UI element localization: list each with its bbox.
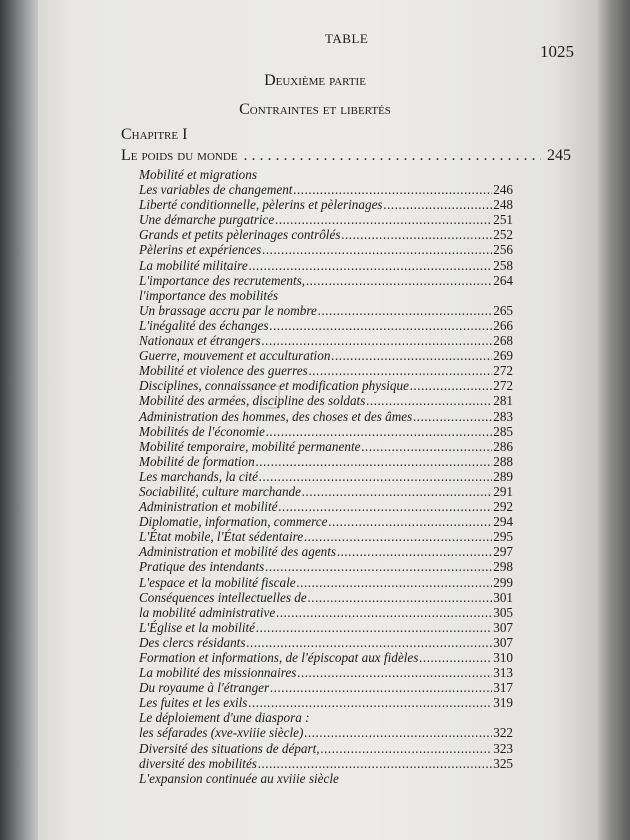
toc-entry-title: Guerre, mouvement et acculturation xyxy=(139,348,331,364)
toc-leader-dots xyxy=(262,333,493,348)
toc-entry-title: Pèlerins et expériences xyxy=(139,242,262,258)
toc-entry-title: la mobilité administrative xyxy=(139,604,276,620)
toc-entry-title: les séfarades (xve-xviiie siècle) xyxy=(139,725,304,741)
toc-entry-page: 299 xyxy=(493,574,513,590)
toc-entry-page: 291 xyxy=(493,483,513,499)
toc-entry-title: L'espace et la mobilité fiscale xyxy=(139,574,296,590)
toc-entry-title: L'inégalité des échanges xyxy=(139,317,269,333)
toc-entry-title: Pratique des intendants xyxy=(139,559,265,575)
toc-entry xyxy=(139,590,513,605)
toc-entry-page: 248 xyxy=(493,197,513,213)
toc-entries xyxy=(139,167,513,786)
toc-entry xyxy=(139,771,513,786)
toc-leader-dots xyxy=(329,514,493,529)
part-subtitle xyxy=(0,101,630,119)
toc-entry-title: Un brassage accru par le nombre xyxy=(139,302,317,318)
toc-leader-dots xyxy=(366,393,492,408)
toc-entry-page: 297 xyxy=(493,544,513,560)
toc-entry-page: 266 xyxy=(493,317,513,333)
toc-entry-page: 325 xyxy=(493,755,513,771)
toc-entry xyxy=(139,725,513,740)
toc-entry xyxy=(139,605,513,620)
toc-entry-title: Les variables de changement xyxy=(139,182,293,198)
toc-entry-title: Mobilité temporaire, mobilité permanente xyxy=(139,438,361,454)
toc-entry xyxy=(139,680,513,695)
toc-entry-title: Conséquences intellectuelles de xyxy=(139,589,307,605)
toc-entry-title: Sociabilité, culture marchande xyxy=(139,483,301,499)
toc-entry-title: l'importance des mobilités xyxy=(139,287,279,303)
toc-entry xyxy=(139,665,513,680)
toc-leader-dots xyxy=(361,439,492,454)
toc-entry-title: La mobilité militaire xyxy=(139,257,248,273)
toc-entry-title: Diplomatie, information, commerce xyxy=(139,514,328,530)
toc-entry xyxy=(139,333,513,348)
toc-entry-title: Administration et mobilité des agents xyxy=(139,544,337,560)
toc-leader-dots xyxy=(278,499,492,514)
toc-entry-page: 264 xyxy=(493,272,513,288)
toc-entry-title: Le déploiement d'une diaspora : xyxy=(139,710,310,726)
toc-entry-page: 246 xyxy=(493,182,513,198)
toc-entry-title: Formation et informations, de l'épiscopat aux fidèles xyxy=(139,650,419,665)
toc-leader-dots xyxy=(270,318,493,333)
toc-entry-page: 281 xyxy=(493,393,513,409)
toc-leader-dots xyxy=(248,695,492,710)
toc-leader-dots xyxy=(259,469,492,484)
toc-entry-title: Administration et mobilité xyxy=(139,499,278,515)
toc-entry-page: 251 xyxy=(493,212,513,228)
toc-entry-title: Mobilité et migrations xyxy=(139,167,257,182)
toc-leader-dots xyxy=(275,212,492,227)
toc-entry-page: 298 xyxy=(493,559,513,575)
toc-entry xyxy=(139,348,513,363)
toc-entry xyxy=(139,710,513,725)
toc-leader-dots xyxy=(419,650,492,665)
toc-entry xyxy=(139,242,513,257)
toc-leader-dots xyxy=(297,575,493,590)
toc-entry-title: Mobilité des armées, discipline des soldats xyxy=(139,393,366,409)
part-title-text: Deuxième partie xyxy=(264,72,366,89)
toc-entry-title: Des clercs résidants xyxy=(139,634,246,650)
running-header: TABLE xyxy=(325,31,369,46)
toc-leader-dots xyxy=(413,409,492,424)
toc-entry xyxy=(139,273,513,288)
toc-leader-dots xyxy=(302,484,492,499)
toc-entry-page: 307 xyxy=(493,619,513,635)
toc-entry-page: 305 xyxy=(493,604,513,620)
toc-leader-dots xyxy=(258,756,492,771)
toc-leader-dots xyxy=(309,363,493,378)
toc-entry-page: 288 xyxy=(493,453,513,469)
toc-entry-page: 272 xyxy=(493,363,513,379)
toc-entry xyxy=(139,167,513,182)
toc-entry xyxy=(139,484,513,499)
chapter-title: Le poids du monde xyxy=(121,147,238,164)
toc-entry xyxy=(139,695,513,710)
toc-entry-title: Mobilité de formation xyxy=(139,453,255,469)
toc-entry-title: Mobilité et violence des guerres xyxy=(139,363,308,379)
toc-entry-title: L'expansion continuée au xviiie siècle xyxy=(139,770,339,786)
toc-entry-page: 252 xyxy=(493,227,513,243)
toc-entry xyxy=(139,363,513,378)
toc-entry-page: 313 xyxy=(493,665,513,681)
toc-entry-page: 289 xyxy=(493,468,513,484)
chapter-row xyxy=(121,147,571,169)
toc-leader-dots xyxy=(306,273,492,288)
toc-entry-title: diversité des mobilités xyxy=(139,755,257,771)
book-gutter-shadow xyxy=(0,0,40,840)
toc-entry xyxy=(139,303,513,318)
toc-entry-title: L'État mobile, l'État sédentaire xyxy=(139,529,304,545)
toc-entry xyxy=(139,227,513,242)
toc-entry-title: Disciplines, connaissance et modification physique xyxy=(139,378,409,394)
toc-entry-page: 286 xyxy=(493,438,513,454)
toc-entry-title: Du royaume à l'étranger xyxy=(139,680,270,696)
toc-entry xyxy=(139,559,513,574)
toc-entry-page: 292 xyxy=(493,499,513,515)
part-subtitle-text: Contraintes et libertés xyxy=(239,101,391,118)
toc-entry-title: Les marchands, la cité xyxy=(139,468,258,484)
toc-entry-page: 258 xyxy=(493,257,513,273)
toc-entry-title: Liberté conditionnelle, pèlerins et pèlerinages xyxy=(139,197,383,213)
toc-entry-title: Les fuites et les exils xyxy=(139,695,248,711)
watermark-logo xyxy=(260,385,280,409)
toc-entry xyxy=(139,756,513,771)
toc-leader-dots xyxy=(384,197,493,212)
part-title xyxy=(0,72,630,90)
toc-entry xyxy=(139,575,513,590)
toc-entry xyxy=(139,318,513,333)
toc-entry-title: L'importance des recrutements, xyxy=(139,272,306,288)
toc-entry-title: Diversité des situations de départ, xyxy=(139,740,320,756)
toc-entry xyxy=(139,650,513,665)
toc-leader-dots xyxy=(293,182,492,197)
toc-leader-dots xyxy=(321,741,493,756)
toc-entry xyxy=(139,529,513,544)
facing-page-edge xyxy=(598,0,630,840)
toc-entry-page: 319 xyxy=(493,695,513,711)
toc-leader-dots xyxy=(331,348,492,363)
toc-leader-dots xyxy=(308,590,493,605)
toc-entry-title: Grands et petits pèlerinages contrôlés xyxy=(139,227,341,243)
toc-entry-title: Nationaux et étrangers xyxy=(139,333,261,349)
toc-leader-dots xyxy=(297,665,492,680)
toc-leader-dots xyxy=(256,620,492,635)
toc-entry-page: 317 xyxy=(493,680,513,696)
toc-entry-page: 265 xyxy=(493,302,513,318)
toc-entry-page: 272 xyxy=(493,378,513,394)
toc-leader-dots xyxy=(304,725,492,740)
toc-entry-page: 268 xyxy=(493,333,513,349)
toc-entry-title: L'Église et la mobilité xyxy=(139,619,256,635)
toc-leader-dots xyxy=(318,303,492,318)
toc-entry xyxy=(139,212,513,227)
toc-leader-dots xyxy=(341,227,492,242)
toc-leader-dots xyxy=(410,378,492,393)
chapter-label: Chapitre I xyxy=(121,126,188,143)
toc-entry-title: La mobilité des missionnaires xyxy=(139,665,297,681)
toc-entry xyxy=(139,741,513,756)
toc-entry-page: 256 xyxy=(493,242,513,258)
toc-entry-page: 322 xyxy=(493,725,513,741)
page-number: 1025 xyxy=(540,42,574,61)
toc-entry xyxy=(139,469,513,484)
toc-entry xyxy=(139,197,513,212)
toc-entry-page: 310 xyxy=(493,650,513,665)
toc-leader-dots xyxy=(276,605,492,620)
toc-entry xyxy=(139,288,513,303)
toc-entry-page: 283 xyxy=(493,408,513,424)
toc-entry-title: Mobilités de l'économie xyxy=(139,423,265,439)
toc-entry xyxy=(139,544,513,559)
toc-entry xyxy=(139,499,513,514)
toc-entry-page: 301 xyxy=(493,589,513,605)
toc-entry xyxy=(139,514,513,529)
toc-entry-title: Une démarche purgatrice xyxy=(139,212,275,228)
toc-entry xyxy=(139,182,513,197)
watermark xyxy=(250,385,370,465)
toc-entry xyxy=(139,635,513,650)
chapter-leader-dots xyxy=(244,147,542,165)
toc-entry-page: 269 xyxy=(493,348,513,364)
toc-leader-dots xyxy=(304,529,492,544)
toc-entry-page: 294 xyxy=(493,514,513,530)
toc-entry xyxy=(139,258,513,273)
toc-entry-page: 285 xyxy=(493,423,513,439)
toc-leader-dots xyxy=(246,635,492,650)
toc-leader-dots xyxy=(337,544,492,559)
toc-leader-dots xyxy=(270,680,492,695)
chapter-page: 245 xyxy=(547,147,571,164)
toc-entry xyxy=(139,620,513,635)
toc-entry-page: 307 xyxy=(493,634,513,650)
toc-leader-dots xyxy=(249,258,493,273)
toc-entry-page: 323 xyxy=(493,740,513,756)
toc-entry-title: Administration des hommes, des choses et des âmes xyxy=(139,408,413,424)
toc-leader-dots xyxy=(265,559,492,574)
toc-entry-page: 295 xyxy=(493,529,513,545)
toc-leader-dots xyxy=(262,242,492,257)
